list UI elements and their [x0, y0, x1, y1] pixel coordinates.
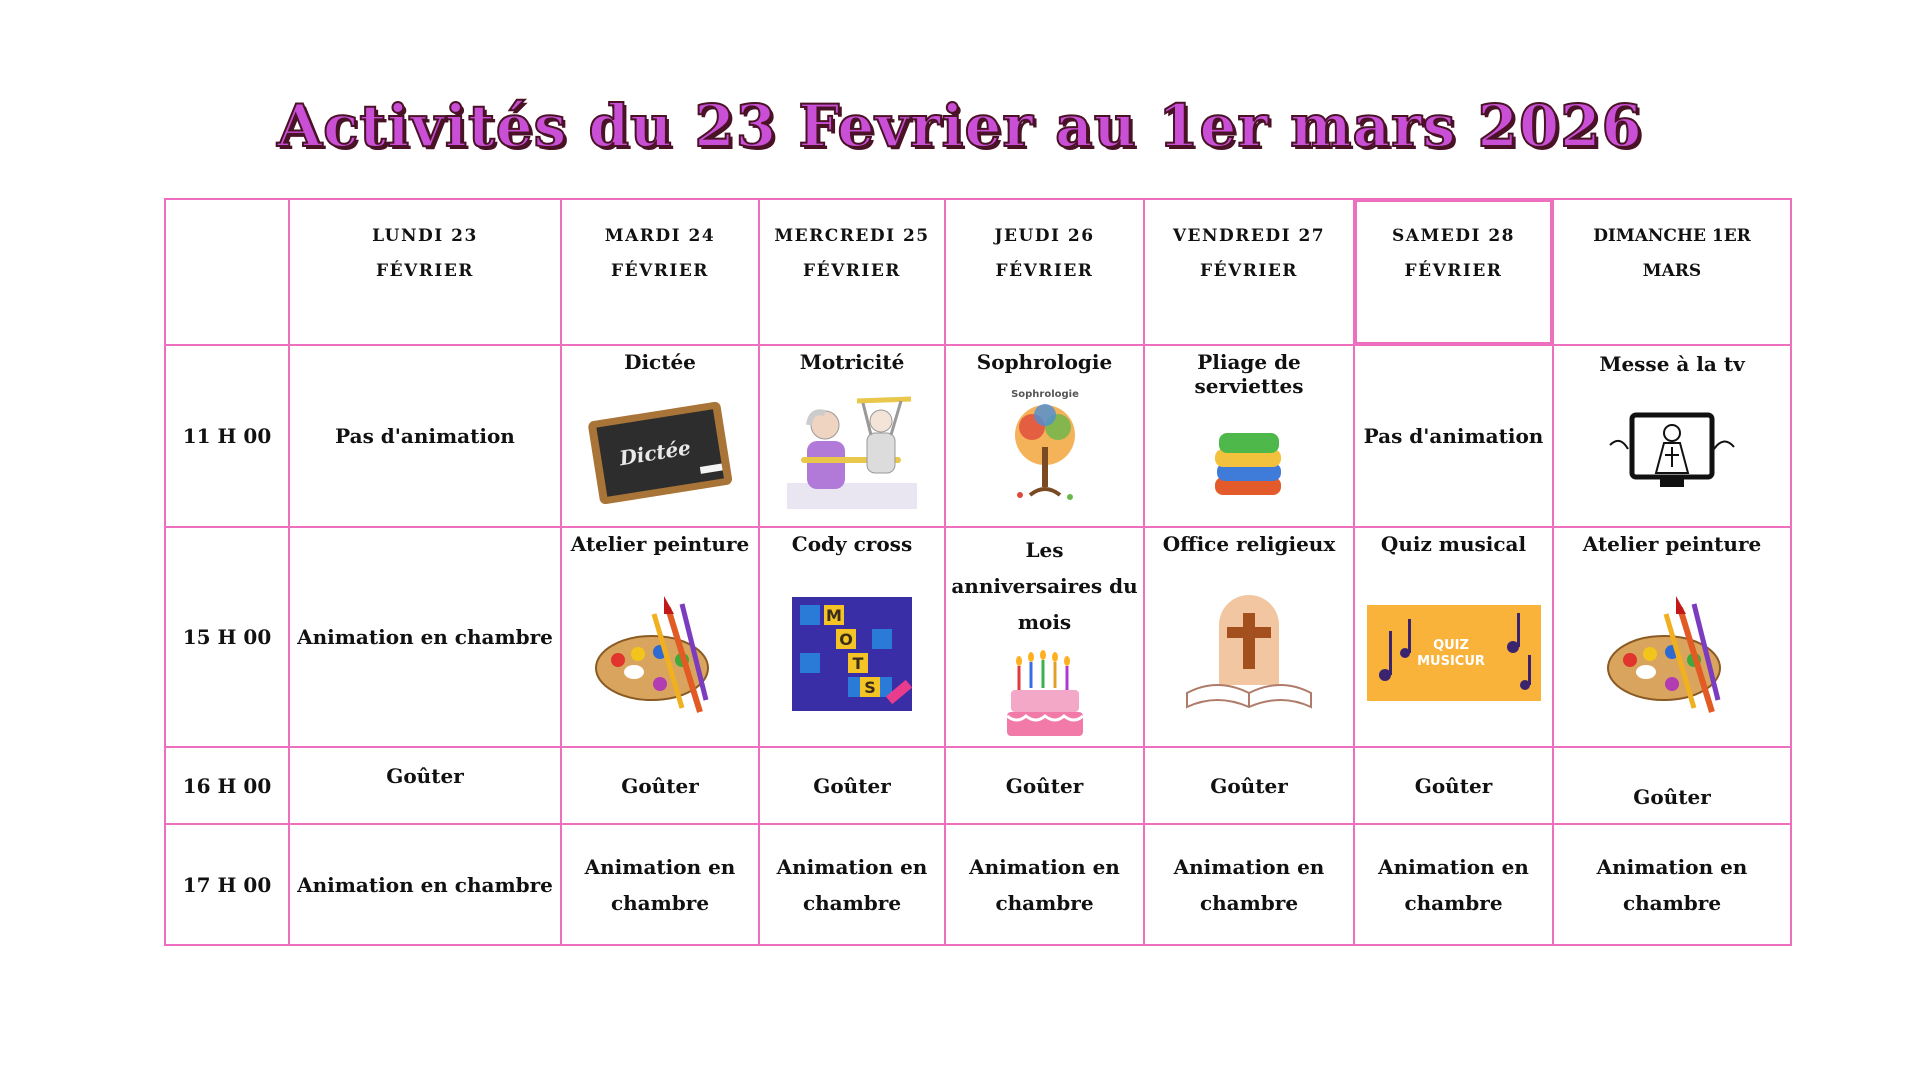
- page-title: Activités du 23 Fevrier au 1er mars 2026: [277, 92, 1643, 160]
- activity-cell: Animation en chambre: [561, 824, 759, 945]
- activity-label: Office religieux: [1162, 532, 1336, 556]
- activity-cell: Animation en chambre: [289, 824, 561, 945]
- activity-cell: Animation en chambre: [1144, 824, 1354, 945]
- header-row: [165, 199, 1791, 345]
- activity-cell: Goûter: [561, 747, 759, 824]
- activity-cell: [289, 345, 561, 527]
- activity-label: Sophrologie: [976, 350, 1113, 374]
- activity-cell: [945, 527, 1144, 747]
- row-17h: [165, 824, 1791, 945]
- time-label: 16 H 00: [165, 747, 289, 824]
- activity-label: Quiz musical: [1380, 532, 1527, 556]
- schedule-table: [164, 198, 1792, 946]
- activity-cell: [1144, 345, 1354, 527]
- activity-label: Pas d'animation: [335, 424, 515, 448]
- svg-text:O: O: [839, 630, 853, 649]
- activity-label: Pas d'animation: [1363, 424, 1544, 448]
- activity-cell: [759, 527, 945, 747]
- svg-text:Sophrologie: Sophrologie: [1010, 389, 1079, 400]
- activity-label: Pliage de serviettes: [1194, 350, 1304, 398]
- tv-mass-icon: [1602, 407, 1742, 499]
- activity-cell: Animation en chambre: [1553, 824, 1791, 945]
- day-header-wednesday: MERCREDI 25 FÉVRIER: [759, 199, 945, 345]
- corner-cell: [165, 199, 289, 345]
- svg-text:QUIZ: QUIZ: [1432, 638, 1469, 653]
- activity-label: Les anniversaires du mois: [951, 538, 1138, 634]
- activity-cell: [1553, 345, 1791, 527]
- svg-text:MUSICUR: MUSICUR: [1416, 654, 1485, 669]
- activity-cell: Goûter: [1553, 747, 1791, 824]
- activity-label: Atelier peinture: [570, 532, 750, 556]
- activity-label: Dictée: [624, 350, 696, 374]
- day-header-tuesday: MARDI 24 FÉVRIER: [561, 199, 759, 345]
- activity-cell: Animation en chambre: [759, 824, 945, 945]
- day-header-sunday: DIMANCHE 1ER MARS: [1553, 199, 1791, 345]
- svg-text:Dictée: Dictée: [617, 435, 693, 471]
- exercise-seniors-icon: [787, 393, 917, 511]
- svg-text:T: T: [852, 654, 864, 673]
- birthday-cake-icon: [1005, 642, 1085, 742]
- activity-cell: [561, 345, 759, 527]
- time-label: 15 H 00: [165, 527, 289, 747]
- activity-cell: Goûter: [759, 747, 945, 824]
- folded-towels-icon: [1209, 427, 1289, 501]
- activity-cell: [1144, 527, 1354, 747]
- activity-cell: [289, 527, 561, 747]
- day-header-monday: LUNDI 23 FÉVRIER: [289, 199, 561, 345]
- activity-cell: Goûter: [1354, 747, 1553, 824]
- activity-cell: Animation en chambre: [1354, 824, 1553, 945]
- activity-cell: Goûter: [1144, 747, 1354, 824]
- activity-cell: Goûter: [945, 747, 1144, 824]
- row-16h: [165, 747, 1791, 824]
- activity-cell: Animation en chambre: [945, 824, 1144, 945]
- time-label: 11 H 00: [165, 345, 289, 527]
- svg-text:M: M: [826, 606, 842, 625]
- row-15h: [165, 527, 1791, 747]
- activity-cell: [1354, 345, 1553, 527]
- activity-cell: [945, 345, 1144, 527]
- tree-of-life-icon: [990, 387, 1100, 511]
- chalkboard-icon: [585, 393, 735, 511]
- activity-cell: [561, 527, 759, 747]
- activity-label: Atelier peinture: [1582, 532, 1762, 556]
- paint-palette-icon: [1602, 590, 1742, 716]
- activity-label: Animation en chambre: [297, 625, 553, 649]
- codycross-icon: [790, 591, 914, 715]
- activity-label: Motricité: [799, 350, 905, 374]
- activity-label: Cody cross: [791, 532, 913, 556]
- activity-cell: [759, 345, 945, 527]
- svg-text:S: S: [864, 678, 876, 697]
- day-header-friday: VENDREDI 27 FÉVRIER: [1144, 199, 1354, 345]
- quiz-music-banner: [1365, 603, 1543, 703]
- activity-cell: Goûter: [289, 747, 561, 824]
- activity-cell: [1553, 527, 1791, 747]
- row-11h: [165, 345, 1791, 527]
- day-header-thursday: JEUDI 26 FÉVRIER: [945, 199, 1144, 345]
- activity-label: Messe à la tv: [1599, 352, 1745, 376]
- day-header-saturday: SAMEDI 28 FÉVRIER: [1354, 199, 1553, 345]
- time-label: 17 H 00: [165, 824, 289, 945]
- paint-palette-icon: [590, 590, 730, 716]
- bible-cross-icon: [1183, 589, 1315, 717]
- activity-cell: [1354, 527, 1553, 747]
